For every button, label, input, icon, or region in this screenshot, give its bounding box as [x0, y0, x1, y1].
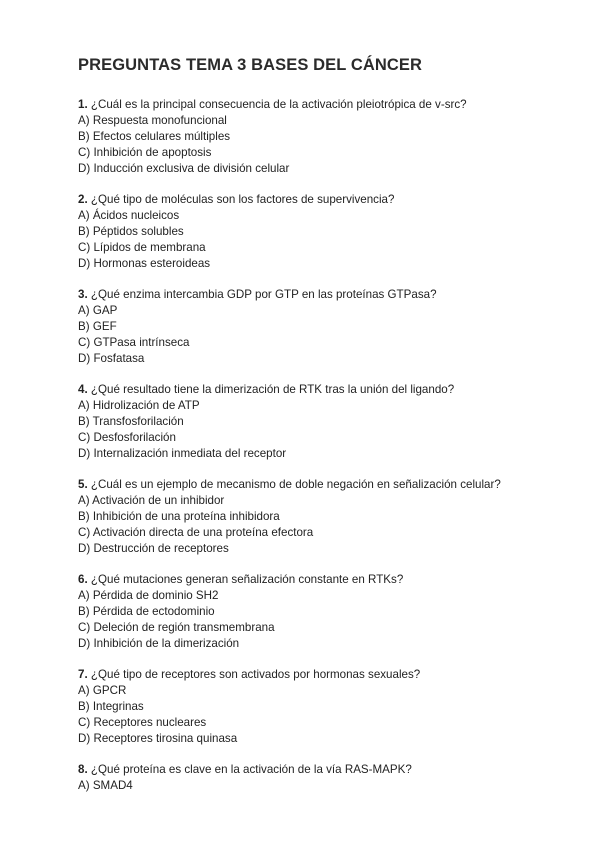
question-text [78, 382, 548, 398]
answer-option: C) Deleción de región transmembrana [78, 621, 275, 634]
question-text [78, 762, 548, 778]
question-number: 7. [78, 668, 88, 681]
question-number: 8. [78, 763, 88, 776]
question-number: 1. [78, 98, 88, 111]
answer-option: D) Inhibición de la dimerización [78, 637, 240, 650]
question-block [78, 762, 548, 794]
question-prompt: ¿Qué tipo de receptores son activados por hormonas sexuales? [90, 668, 421, 681]
question-prompt: ¿Cuál es un ejemplo de mecanismo de doble negación en señalización celular? [90, 478, 501, 491]
answer-option: C) Activación directa de una proteína efectora [78, 526, 314, 539]
question-prompt: ¿Qué proteína es clave en la activación de la vía RAS-MAPK? [90, 763, 412, 776]
question-prompt: ¿Qué resultado tiene la dimerización de RTK tras la unión del ligando? [90, 383, 455, 396]
answer-option: A) Ácidos nucleicos [78, 209, 180, 222]
answer-option: A) GPCR [78, 684, 127, 697]
document-page [78, 56, 548, 809]
question-text [78, 192, 548, 208]
answer-option: B) Integrinas [78, 700, 144, 713]
question-block [78, 477, 548, 557]
answer-option: C) Inhibición de apoptosis [78, 146, 212, 159]
answer-option: B) Péptidos solubles [78, 225, 184, 238]
answer-option: D) Inducción exclusiva de división celular [78, 162, 290, 175]
question-prompt: ¿Qué tipo de moléculas son los factores de supervivencia? [90, 193, 395, 206]
question-number: 6. [78, 573, 88, 586]
question-list [78, 97, 548, 794]
answer-option: A) GAP [78, 304, 118, 317]
answer-option: D) Fosfatasa [78, 352, 145, 365]
answer-option: A) SMAD4 [78, 779, 133, 792]
question-block [78, 192, 548, 272]
answer-option: B) Transfosforilación [78, 415, 184, 428]
answer-option: A) Activación de un inhibidor [78, 494, 225, 507]
answer-option: B) Inhibición de una proteína inhibidora [78, 510, 280, 523]
answer-option: B) Pérdida de ectodominio [78, 605, 215, 618]
answer-option: D) Destrucción de receptores [78, 542, 229, 555]
answer-option: C) GTPasa intrínseca [78, 336, 190, 349]
question-number: 2. [78, 193, 88, 206]
question-block [78, 97, 548, 177]
question-text [78, 667, 548, 683]
answer-option: B) GEF [78, 320, 117, 333]
answer-option: B) Efectos celulares múltiples [78, 130, 231, 143]
question-number: 4. [78, 383, 88, 396]
question-prompt: ¿Qué mutaciones generan señalización constante en RTKs? [90, 573, 404, 586]
answer-option: D) Hormonas esteroideas [78, 257, 211, 270]
answer-option: C) Lípidos de membrana [78, 241, 206, 254]
answer-option: A) Hidrolización de ATP [78, 399, 200, 412]
question-text [78, 477, 548, 493]
question-prompt: ¿Cuál es la principal consecuencia de la activación pleiotrópica de v-src? [90, 98, 467, 111]
question-text [78, 287, 548, 303]
question-block [78, 572, 548, 652]
document-title: PREGUNTAS TEMA 3 BASES DEL CÁNCER [78, 56, 423, 74]
answer-option: D) Internalización inmediata del receptor [78, 447, 287, 460]
question-block [78, 382, 548, 462]
answer-option: A) Pérdida de dominio SH2 [78, 589, 219, 602]
question-number: 3. [78, 288, 88, 301]
question-text [78, 572, 548, 588]
question-prompt: ¿Qué enzima intercambia GDP por GTP en las proteínas GTPasa? [90, 288, 437, 301]
question-text [78, 97, 548, 113]
question-number: 5. [78, 478, 88, 491]
answer-option: C) Receptores nucleares [78, 716, 207, 729]
question-block [78, 667, 548, 747]
answer-option: D) Receptores tirosina quinasa [78, 732, 238, 745]
question-block [78, 287, 548, 367]
answer-option: A) Respuesta monofuncional [78, 114, 227, 127]
answer-option: C) Desfosforilación [78, 431, 176, 444]
